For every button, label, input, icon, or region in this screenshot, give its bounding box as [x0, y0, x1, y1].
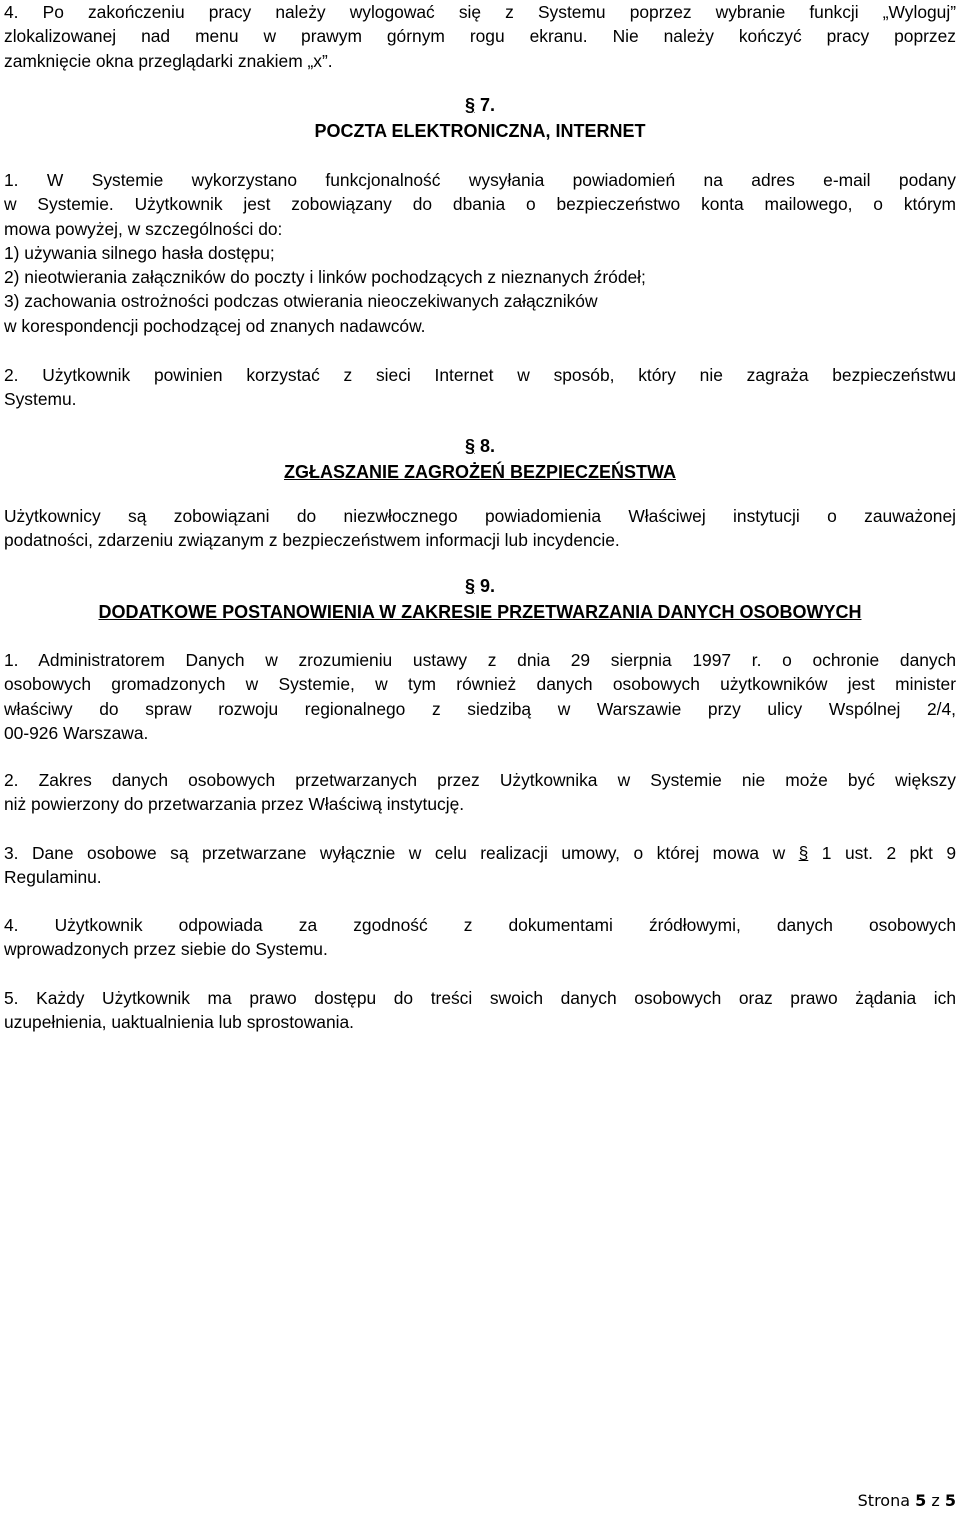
text-line: 3) zachowania ostrożności podczas otwierania nieoczekiwanych załączników — [4, 291, 598, 312]
section-7-point-1 — [4, 168, 956, 338]
page-number-footer: Strona 5 z 5 — [857, 1491, 956, 1510]
text-line: w Systemie. Użytkownik jest zobowiązany do dbania o bezpieczeństwo konta mailowego, o którym — [4, 194, 956, 215]
section-9-point-4 — [4, 913, 956, 962]
section-9-heading — [4, 574, 956, 624]
section-title: POCZTA ELEKTRONICZNA, INTERNET — [314, 121, 646, 141]
text-line: zamknięcie okna przeglądarki znakiem „x”. — [4, 50, 333, 71]
text-line: wprowadzonych przez siebie do Systemu. — [4, 939, 328, 960]
text-line: 1. W Systemie wykorzystano funkcjonalność wysyłania powiadomień na adres e-mail podany — [4, 170, 956, 190]
text-line: osobowych gromadzonych w Systemie, w tym również danych osobowych użytkowników jest minister — [4, 674, 956, 695]
section-title: ZGŁASZANIE ZAGROŻEŃ BEZPIECZEŃSTWA — [283, 462, 676, 482]
text-line: Regulaminu. — [4, 867, 102, 888]
text-line: 2) nieotwierania załączników do poczty i linków pochodzących z nieznanych źródeł; — [4, 267, 646, 288]
text-line: w korespondencji pochodzącej od znanych nadawców. — [4, 315, 426, 336]
text-line: mowa powyżej, w szczególności do: — [4, 218, 283, 239]
text-line: 2. Zakres danych osobowych przetwarzanych przez Użytkownika w Systemie nie może być większy — [4, 770, 956, 790]
text-line: 2. Użytkownik powinien korzystać z sieci Internet w sposób, który nie zagraża bezpieczeństwu — [4, 365, 956, 385]
text-line: 4. Po zakończeniu pracy należy wylogować się z Systemu poprzez wybranie funkcji „Wyloguj” — [4, 2, 956, 22]
section-7-heading — [4, 93, 956, 143]
section-8-text — [4, 504, 956, 553]
section-number: 7. — [480, 95, 496, 115]
text-line: podatności, zdarzeniu związanym z bezpieczeństwem informacji lub incydencie. — [4, 530, 620, 551]
section-number: 9. — [480, 576, 496, 596]
text-line: Systemu. — [4, 389, 77, 410]
text-line: 3. Dane osobowe są przetwarzane wyłącznie w celu realizacji umowy, o której mowa w § 1 ust. 2 pkt 9 — [4, 843, 957, 863]
text-line: uzupełnienia, uaktualnienia lub sprostowania. — [4, 1012, 354, 1033]
text-line: 5. Każdy Użytkownik ma prawo dostępu do treści swoich danych osobowych oraz prawo żądania ich — [4, 988, 956, 1008]
section-9-point-5 — [4, 986, 956, 1035]
text-line: właściwy do spraw rozwoju regionalnego z siedzibą w Warszawie przy ulicy Wspólnej 2/4, — [4, 698, 956, 719]
section-8-heading — [4, 434, 956, 484]
section-7-point-2 — [4, 363, 956, 412]
paragraph-symbol: § — [464, 576, 475, 596]
text-line: Użytkownicy są zobowiązani do niezwłocznego powiadomienia Właściwej instytucji o zauważonej — [4, 506, 956, 526]
text-line: zlokalizowanej nad menu w prawym górnym rogu ekranu. Nie należy kończyć pracy poprzez — [4, 26, 956, 47]
section-number: 8. — [480, 436, 496, 456]
text-line: 4. Użytkownik odpowiada za zgodność z dokumentami źródłowymi, danych osobowych — [4, 915, 956, 935]
paragraph-symbol: § — [464, 95, 475, 115]
paragraph-symbol: § — [464, 436, 475, 456]
text-line: 1) używania silnego hasła dostępu; — [4, 242, 275, 263]
text-line: 00-926 Warszawa. — [4, 722, 149, 743]
section-9-point-2 — [4, 768, 956, 817]
paragraph-4 — [4, 0, 956, 73]
text-line: 1. Administratorem Danych w zrozumieniu ustawy z dnia 29 sierpnia 1997 r. o ochronie danych — [4, 650, 956, 670]
section-title: DODATKOWE POSTANOWIENIA W ZAKRESIE PRZETWARZANIA DANYCH OSOBOWYCH — [98, 602, 862, 622]
section-9-point-3 — [4, 841, 956, 890]
text-line: niż powierzony do przetwarzania przez Właściwą instytucję. — [4, 794, 465, 815]
paragraph-symbol: § — [798, 843, 809, 863]
section-9-point-1 — [4, 648, 956, 745]
